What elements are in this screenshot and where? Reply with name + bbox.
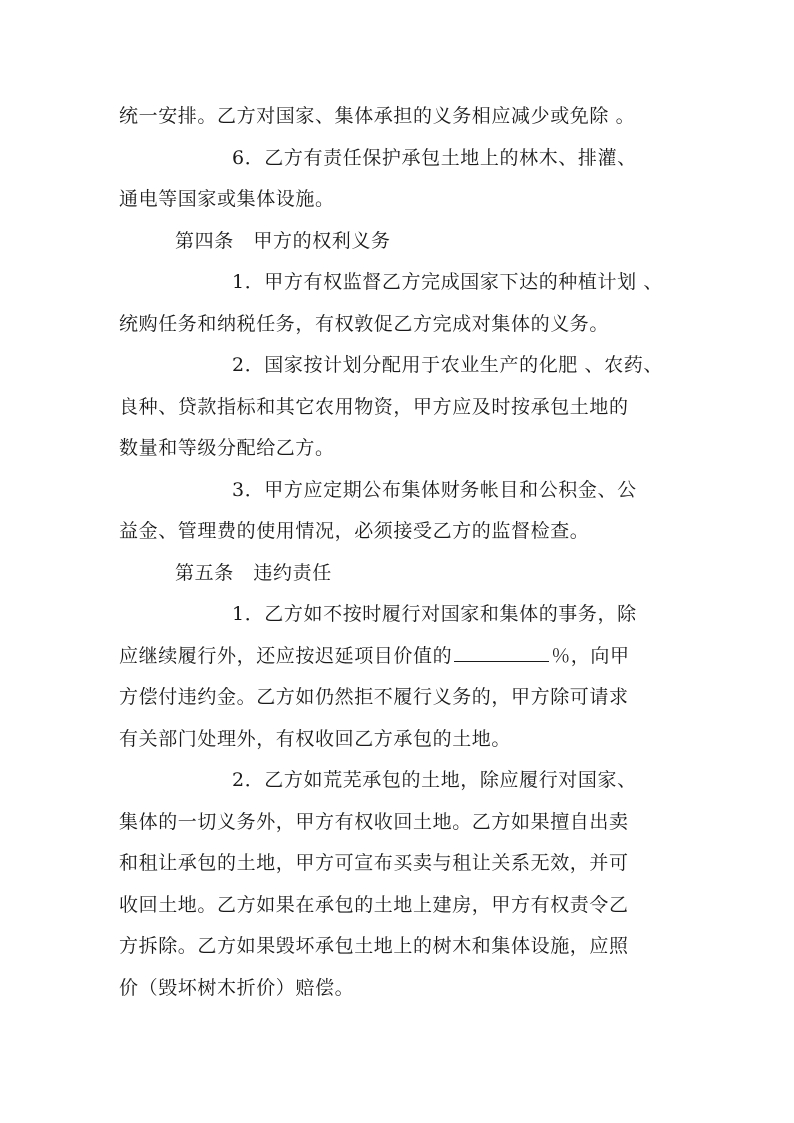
body-line: 良种、贷款指标和其它农用物资，甲方应及时按承包土地的: [119, 395, 629, 418]
body-line: 收回土地。乙方如果在承包的土地上建房，甲方有权责令乙: [119, 893, 629, 916]
article-heading: 第五条 违约责任: [175, 561, 332, 584]
body-line: 有关部门处理外，有权收回乙方承包的土地。: [119, 727, 512, 750]
body-line-with-blank: [119, 636, 679, 678]
body-line: 方拆除。乙方如果毁坏承包土地上的树木和集体设施，应照: [119, 935, 629, 957]
clause-item: 3．甲方应定期公布集体财务帐目和公积金、公: [232, 478, 637, 501]
clause-item: 1．乙方如不按时履行对国家和集体的事务，除: [232, 603, 637, 625]
body-line: 和租让承包的土地，甲方可宣布买卖与租让关系无效，并可: [119, 852, 629, 874]
body-line: 通电等国家或集体设施。: [119, 188, 335, 210]
document-body: [119, 96, 679, 1009]
clause-item: 2．乙方如荒芜承包的土地，除应履行对国家、: [232, 769, 637, 791]
clause-item: 2．国家按计划分配用于农业生产的化肥 、农药、: [232, 354, 663, 376]
body-line: 方偿付违约金。乙方如仍然拒不履行义务的，甲方除可请求: [119, 686, 629, 708]
body-line: 数量和等级分配给乙方。: [119, 437, 335, 459]
body-line: 集体的一切义务外，甲方有权收回土地。乙方如果擅自出卖: [119, 810, 629, 833]
body-line: 价（毁坏树木折价）赔偿。: [119, 976, 355, 999]
clause-item: 6．乙方有责任保护承包土地上的林木、排灌、: [232, 146, 637, 169]
body-line: 益金、管理费的使用情况，必须接受乙方的监督检查。: [119, 520, 590, 542]
body-line: 统购任务和纳税任务，有权敦促乙方完成对集体的义务。: [119, 312, 610, 335]
body-line: 统一安排。乙方对国家、集体承担的义务相应减少或免除 。: [119, 105, 636, 127]
clause-item: 1．甲方有权监督乙方完成国家下达的种植计划 、: [232, 271, 663, 293]
article-heading: 第四条 甲方的权利义务: [175, 229, 391, 252]
line-text-before-blank: 应继续履行外，还应按迟延项目价值的: [119, 644, 453, 667]
line-text-after-blank: ％，向甲: [551, 644, 630, 667]
fill-in-blank: [454, 639, 549, 662]
